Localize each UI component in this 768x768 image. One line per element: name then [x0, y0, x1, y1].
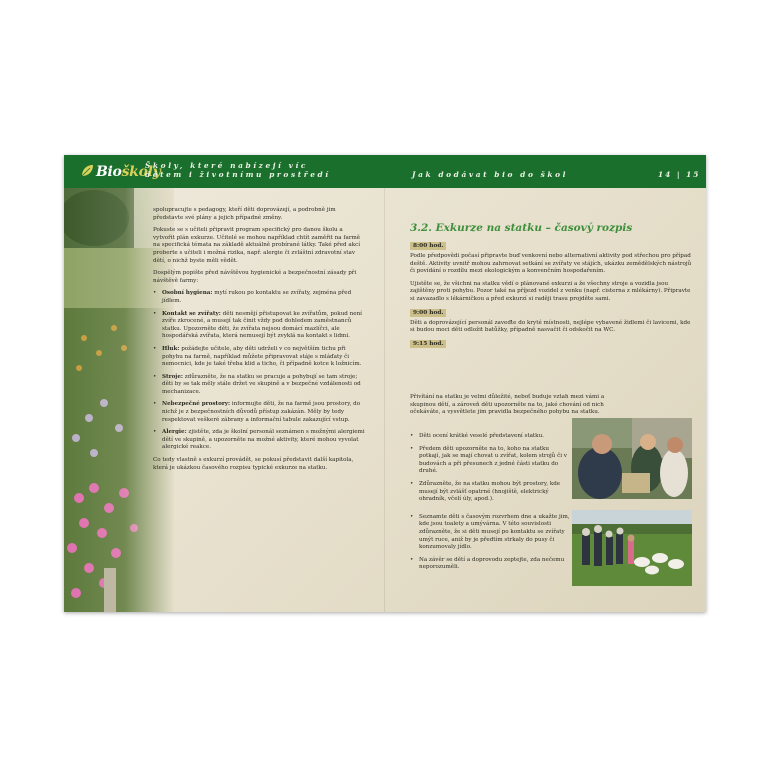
time-badge: 9:15 hod.: [410, 340, 446, 348]
paragraph: Přivítání na statku je velmi důležité, neboť buduje vztah mezi vámi a skupinou dětí, a zároveň děti upozorněte na to, jaké chování od nich očekáváte, a vysvětlete jim pravidla bezpečného pohybu na statku.: [410, 394, 605, 416]
paragraph: Ujistěte se, že všichni na statku vědí o plánované exkurzi a že všechny stroje a vozidla jsou zajištěny proti pohybu. Pozor také na příjezd vozidel z venku (např. cisterna z mlékárny). Připravte si zavazadlo s lékárničkou a před exkurzí si raději trasu projděte sami.: [410, 280, 691, 302]
list-item: • Nebezpečné prostory: informujte děti, že na farmě jsou prostory, do nichž je z bezpečnostních důvodů přístup zakázán. Měly by tedy respektovat veškeré zábrany a informační tabule zakazující vstup.: [153, 401, 366, 424]
paragraph: Co tedy vlastně s exkurzí provádět, se pokusí představit další kapitola, která je ukázkou časového rozpisu typické exkurze na statku.: [153, 457, 354, 471]
brochure-spread: [64, 155, 706, 612]
list-item: • Alergie: zjistěte, zda je školní personál seznámen s možnými alergiemi dětí ve skupině, a upozorněte na možné aktivity, které mohou vyvolat alergické reakce.: [153, 429, 366, 452]
list-item: • Hluk: požádejte učitele, aby děti udrželi v co největším tichu při pohybu na farmě, například můžete připravovat stáje s mláďaty či nemocnici, kde je také třeba klid a ticho, či případně kotce k ložnicím.: [153, 346, 366, 369]
right-page-list: [410, 433, 570, 577]
safety-rules-list: [153, 290, 366, 452]
welcome-list: [410, 433, 570, 572]
time-badge: 9:00 hod.: [410, 309, 446, 317]
children-with-sheep-photo: [572, 510, 692, 586]
header-bar: [64, 155, 706, 188]
right-page-text-top: [410, 242, 692, 351]
paragraph: Děti a doprovázející personál zaveďte do kryté místnosti, nejlépe vybavené židlemi či lavicemi, kde si budou moci děti odložit batůžky, případně nasvačit či odskočit na WC.: [410, 319, 691, 334]
list-item: • Zdůrazněte, že na statku mohou být prostory, kde musejí být zvlášť opatrné (hnojiště, elektrický ohradník, včelí úly, apod.).: [410, 481, 570, 504]
page-numbers: 14 | 15: [658, 170, 701, 179]
series-title: Školy, které nabízejí víc dětem i životnímu prostředí: [145, 161, 331, 179]
list-item: • Stroje: zdůrazněte, že na statku se pracuje a pohybují se tam stroje; děti by se tak měly stále držet ve skupině a v bezpečné vzdálenosti od mechanizace.: [153, 374, 366, 397]
leaf-icon: [80, 164, 94, 178]
paragraph: Pokuste se s učiteli připravit program specifický pro danou školu a vytvořit plán exkurze. Učitelé se mohou například chtít zaměřit na farmě na specifická témata na základě aktuálně probírané látky. Také před akcí proberte s učiteli i možná rizika, např. alergie či zvláštní zdravotní stav dětí, o nichž byste měli vědět.: [153, 227, 361, 264]
chapter-title: Jak dodávat bio do škol: [412, 170, 569, 179]
left-page-text: [153, 207, 366, 477]
page-gutter: [384, 188, 385, 612]
list-item: • Na závěr se dětí a doprovodu zeptejte, zda nečemu neporozuměli.: [410, 557, 570, 572]
logo-text: Bioškoly: [96, 164, 161, 180]
paragraph: Dospělým popište před návštěvou hygienické a bezpečnostní zásady při návštěvě farmy:: [153, 270, 357, 284]
list-item: • Seznamte děti s časovým rozvrhem dne a ukažte jim, kde jsou toalety a umývárna. V této souvislosti zdůrazněte, že si děti musejí po kontaktu se zvířaty umýt ruce, aniž by je předtím strkaly do pusy či konzumovaly jídlo.: [410, 514, 570, 552]
list-item: • Osobní hygiena: mytí rukou po kontaktu se zvířaty, zejména před jídlem.: [153, 290, 366, 305]
list-item: • Předem děti upozorněte na to, koho na statku potkají, jak se mají chovat u zvířat, kolem strojů či v budovách a při přesunech z jedné části statku do druhé.: [410, 446, 570, 476]
paragraph: Podle předpovědi počasí připravte buď venkovní nebo alternativní aktivity pod střechou pro případ deště. Aktivity uvnitř mohou zahrnovat setkání se zvířaty ve stájích, ukázku zemědělských nástrojů či povídání o rozdílu mezi ekologickým a konvenčním hospodařením.: [410, 253, 692, 275]
time-badge: 8:00 hod.: [410, 242, 446, 250]
section-heading: 3.2. Exkurze na statku – časový rozpis: [410, 222, 633, 234]
list-item: • Děti ocení krátké veselé představení statku.: [410, 433, 570, 441]
bioskoly-logo: [74, 161, 161, 183]
list-item: • Kontakt se zvířaty: děti nesmějí přistupovat ke zvířatům, pokud není zvíře zkrocené, a musejí tak činit vždy pod dohledem zaměstnanců statku. Upozorněte děti, že zvířata nejsou domácí mazlíčci, ale hospodářská zvířata, která nemusejí být zvyklá na kontakt s lidmi.: [153, 311, 366, 341]
paragraph: spolupracujte s pedagogy, kteří děti doprovázejí, a podrobně jim představte své plány a jejich případné změny.: [153, 207, 336, 221]
children-at-farm-photo: [572, 418, 692, 499]
